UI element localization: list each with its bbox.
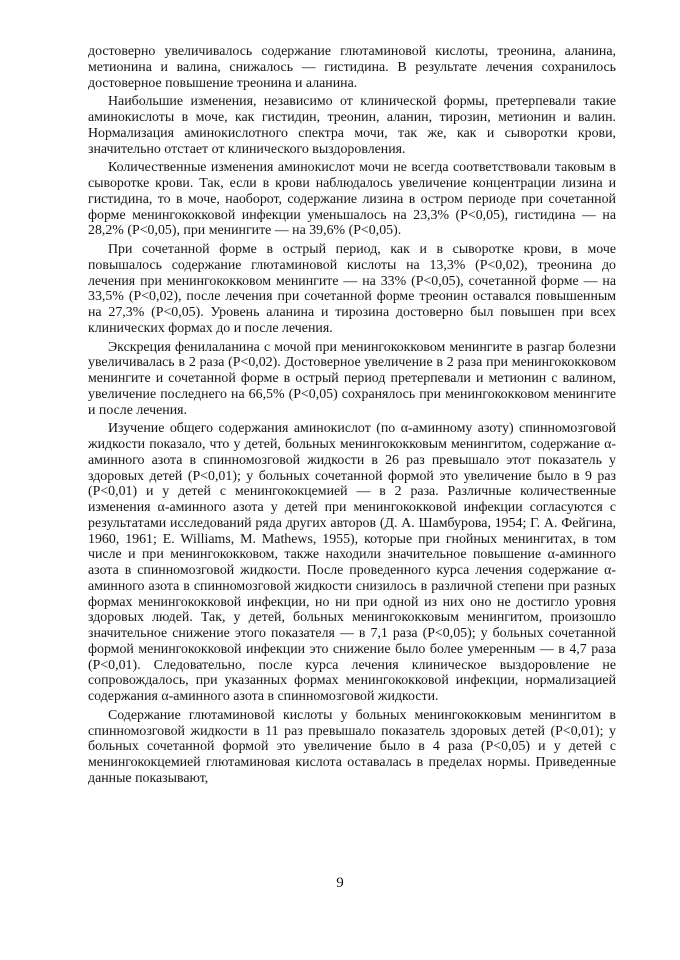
paragraph-glutamic-acid: Содержание глютаминовой кислоты у больных менингококковым менингитом в спинномозговой жидкости в 11 раз превышало показатель здоровых детей (P<0,01); у больных сочетанной формой это увеличение было в 4 раза (P<0,05) и у детей с менингококцемией глютаминовая кислота оставалась в пределах нормы. Приведенные данные показывают, <box>88 707 616 786</box>
paragraph-urine-changes: Наибольшие изменения, независимо от клинической формы, претерпевали такие аминокислоты в моче, как гистидин, треонин, аланин, тирозин, метионин и валин. Нормализация аминокислотного спектра мочи, так же, как и сыворотки крови, значительно отстает от клинического выздоровления. <box>88 94 616 157</box>
page-number: 9 <box>336 875 344 891</box>
paragraph-phenylalanine: Экскреция фенилаланина с мочой при менингококковом менингите в разгар болезни увеличивалась в 2 раза (P<0,02). Достоверное увеличение в 2 раза при менингококковом менингите и сочетанной форме в острый период претерпевали и метионин с валином, увеличение последнего на 66,5% (P<0,05) сохранялось при менингококковом менингите и после лечения. <box>88 339 616 418</box>
paragraph-continuation: достоверно увеличивалось содержание глютаминовой кислоты, треонина, аланина, метионина и валина, снижалось — гистидина. В результате лечения сохранилось достоверное повышение треонина и аланина. <box>88 44 616 91</box>
paragraph-combined-form: При сочетанной форме в острый период, как и в сыворотке крови, в моче повышалось содержание глютаминовой кислоты на 13,3% (P<0,02), треонина до лечения при менингококковом менингите — на 33% (P<0,05), сочетанной форме — на 33,5% (P<0,02), после лечения при сочетанной форме треонин оставался повышенным на 27,3% (P<0,05). Уровень аланина и тирозина достоверно был повышен при всех клинических формах до и после лечения. <box>88 242 616 336</box>
paragraph-quantitative-changes: Количественные изменения аминокислот мочи не всегда соответствовали таковым в сыворотке крови. Так, если в крови наблюдалось увеличение концентрации лизина и гистидина, то в моче, наоборот, содержание лизина в остром периоде при сочетанной форме менингококковой инфекции уменьшалось на 23,3% (P<0,05), гистидина — на 28,2% (P<0,05), при менингите — на 39,6% (P<0,05). <box>88 160 616 239</box>
paragraph-alpha-amino-nitrogen: Изучение общего содержания аминокислот (по α-аминному азоту) спинномозговой жидкости показало, что у детей, больных менингококковым менингитом, содержание α-аминного азота в спинномозговой жидкости в 26 раз превышало этот показатель у здоровых детей (P<0,01); у больных сочетанной формой это увеличение было в 9 раз (P<0,01) и у детей с менингококцемией — в 2 раза. Различные количественные изменения α-аминного азота у детей при менингококковой инфекции согласуются с результатами исследований ряда других авторов (Д. А. Шамбурова, 1954; Г. А. Фейгина, 1960, 1961; E. Williams, M. Mathews, 1955), которые при гнойных менингитах, в том числе и при менингококковом, также находили значительное повышение α-аминного азота в спинномозговой жидкости. После проведенного курса лечения содержание α-аминного азота в спинномозговой жидкости снизилось в различной степени при разных формах менингококковой инфекции, но ни при одной из них оно не достигло уровня здоровых людей. Так, у детей, больных менингококковым менингитом, произошло значительное снижение этого показателя — в 7,1 раза (P<0,05); у больных сочетанной формой менингококковой инфекции это снижение было более умеренным — в 4,7 раза (P<0,01). Следовательно, после курса лечения клиническое выздоровление не сопровождалось, при указанных формах менингококковой инфекции, нормализацией содержания α-аминного азота в спинномозговой жидкости. <box>88 421 616 704</box>
document-page <box>88 44 616 790</box>
